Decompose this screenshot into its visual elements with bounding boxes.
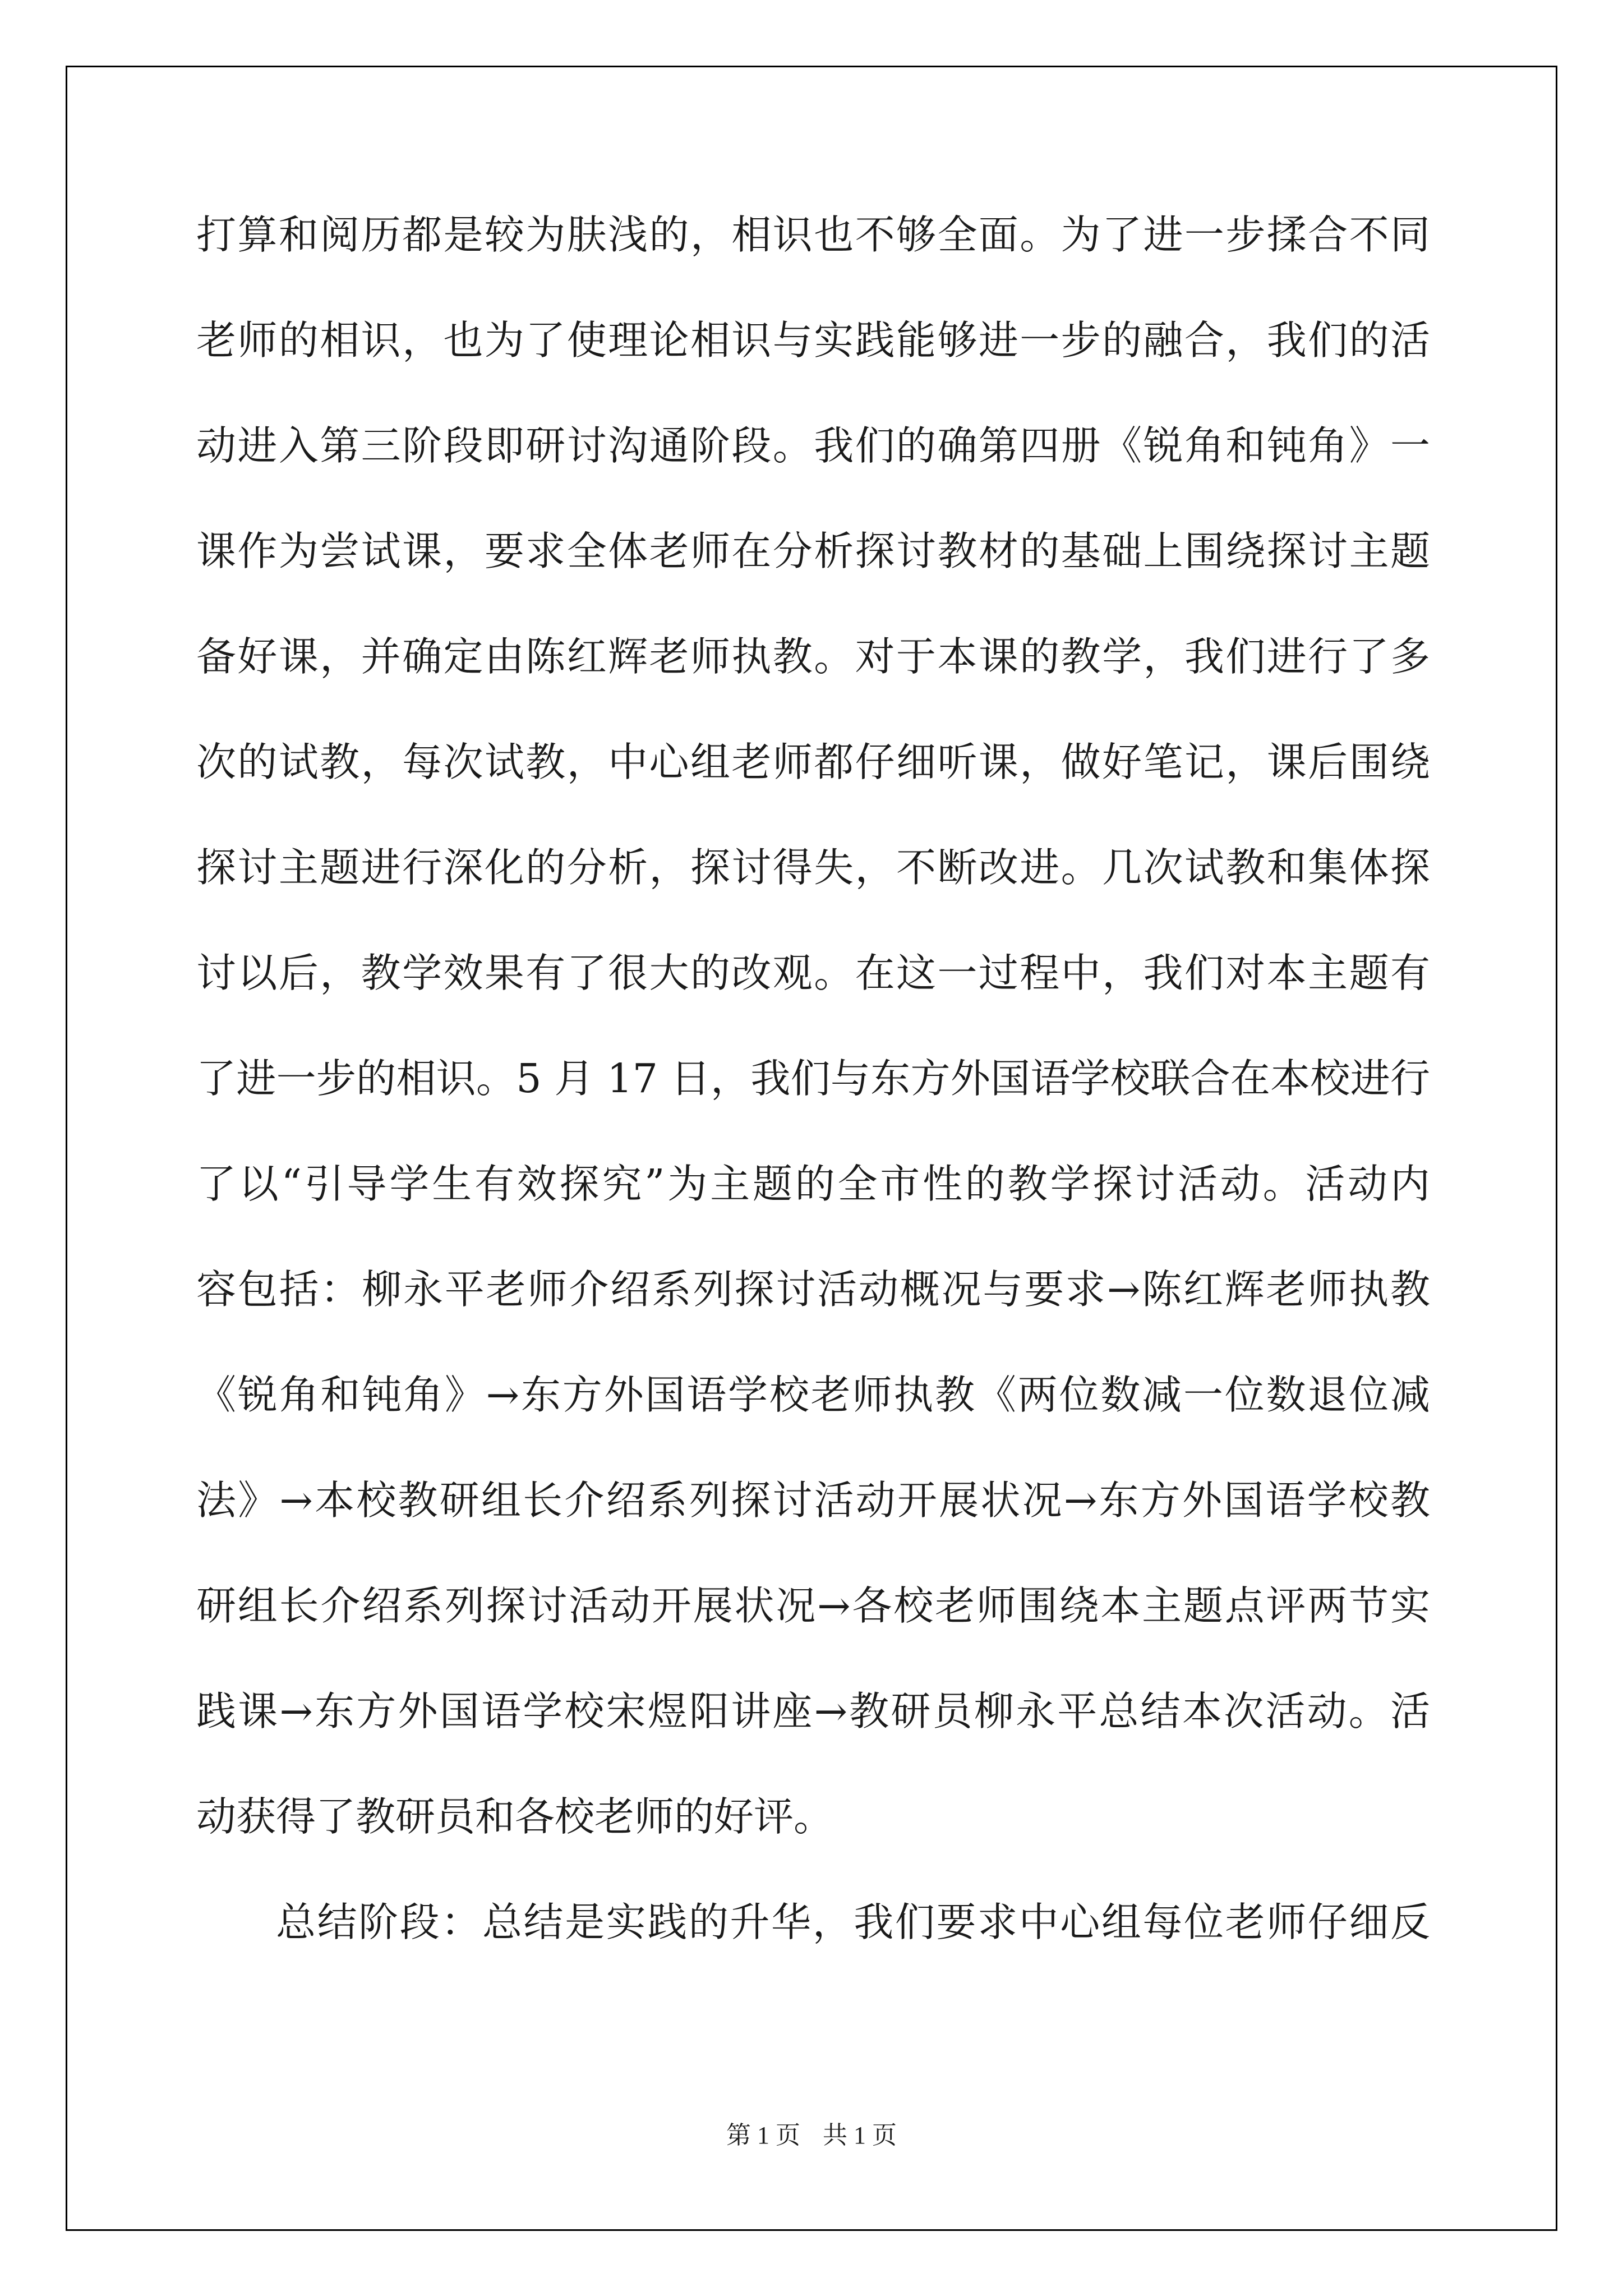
text-line: 了进一步的相识。5 月 17 日，我们与东方外国语学校联合在本校进行 [196,1055,1430,1102]
page-footer [0,2115,1623,2151]
text-line: 动进入第三阶段即研讨沟通阶段。我们的确第四册《锐角和钝角》一 [196,422,1430,469]
text-line: 老师的相识，也为了使理论相识与实践能够进一步的融合，我们的活 [196,317,1430,364]
text-line: 打算和阅历都是较为肤浅的，相识也不够全面。为了进一步揉合不同 [196,211,1430,258]
text-line: 讨以后，教学效果有了很大的改观。在这一过程中，我们对本主题有 [196,950,1430,996]
text-line: 容包括：柳永平老师介绍系列探讨活动概况与要求→陈红辉老师执教 [196,1266,1430,1313]
text-line: 了以“引导学生有效探究”为主题的全市性的教学探讨活动。活动内 [196,1161,1430,1207]
text-line: 探讨主题进行深化的分析，探讨得失，不断改进。几次试教和集体探 [196,844,1430,891]
paragraph-start-line: 总结阶段：总结是实践的升华，我们要求中心组每位老师仔细反 [276,1899,1430,1945]
text-line: 践课→东方外国语学校宋煜阳讲座→教研员柳永平总结本次活动。活 [196,1688,1430,1734]
text-line: 次的试教，每次试教，中心组老师都仔细听课，做好笔记，课后围绕 [196,739,1430,785]
page-number-total: 共 1 页 [823,2122,897,2149]
text-line: 动获得了教研员和各校老师的好评。 [196,1793,834,1840]
document-body [196,182,1430,1975]
page-number-current: 第 1 页 [726,2122,800,2149]
text-line: 法》→本校教研组长介绍系列探讨活动开展状况→东方外国语学校教 [196,1477,1430,1524]
text-line: 课作为尝试课，要求全体老师在分析探讨教材的基础上围绕探讨主题 [196,528,1430,574]
text-line: 备好课，并确定由陈红辉老师执教。对于本课的教学，我们进行了多 [196,633,1430,680]
text-line: 《锐角和钝角》→东方外国语学校老师执教《两位数减一位数退位减 [196,1372,1430,1418]
text-line: 研组长介绍系列探讨活动开展状况→各校老师围绕本主题点评两节实 [196,1582,1430,1629]
